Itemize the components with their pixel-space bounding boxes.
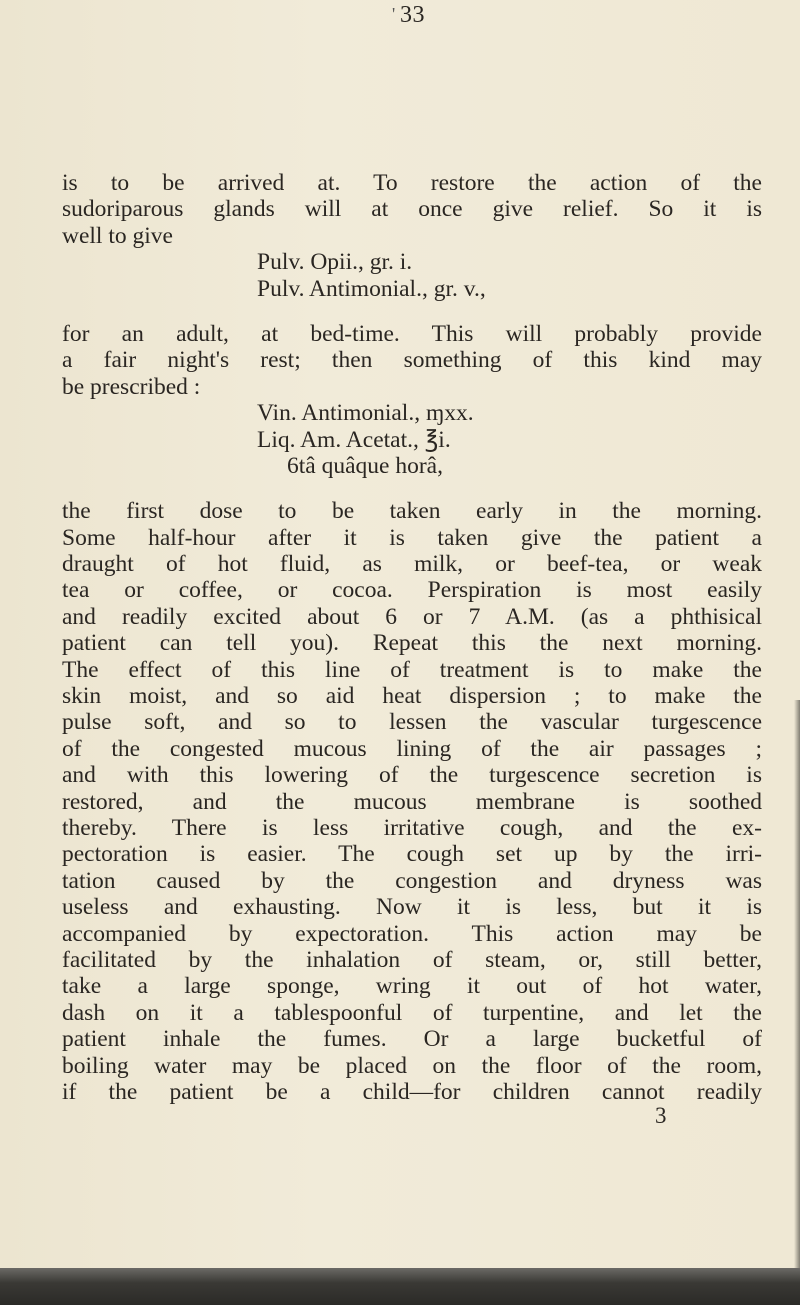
text-line: boiling water may be placed on the floor of the room, — [62, 1052, 762, 1079]
text-line: patient can tell you). Repeat this the next morning. — [62, 630, 762, 657]
prescription-line: Pulv. Opii., gr. i. — [257, 249, 413, 276]
text-line: sudoriparous glands will at once give relief. So it is — [62, 196, 762, 223]
text-line: for an adult, at bed-time. This will probably provide — [62, 320, 762, 347]
text-line: a fair night's rest; then something of this kind may — [62, 347, 762, 374]
text-line: take a large sponge, wring it out of hot water, — [62, 973, 762, 1000]
text-line: restored, and the mucous membrane is soothed — [62, 788, 762, 815]
text-line: dash on it a tablespoonful of turpentine, and let the — [62, 999, 762, 1026]
text-line: tation caused by the congestion and dryness was — [62, 867, 762, 894]
text-line: be prescribed : — [62, 373, 201, 400]
text-line: pulse soft, and so to lessen the vascular turgescence — [62, 709, 762, 736]
prescription-line: 6tâ quâque horâ, — [287, 452, 443, 479]
text-line: draught of hot fluid, as milk, or beef-tea, or weak — [62, 551, 762, 578]
text-line: and with this lowering of the turgescence secretion is — [62, 762, 762, 789]
text-line: and readily excited about 6 or 7 A.M. (as a phthisical — [62, 603, 762, 630]
text-line: is to be arrived at. To restore the action of the — [62, 170, 762, 196]
text-line: patient inhale the fumes. Or a large bucketful of — [62, 1026, 762, 1053]
text-line: thereby. There is less irritative cough, and the ex- — [62, 814, 762, 841]
text-line: useless and exhausting. Now it is less, but it is — [62, 894, 762, 921]
body-text — [62, 170, 762, 1105]
signature-mark: 3 — [655, 1103, 667, 1128]
text-line: Some half-hour after it is taken give the patient a — [62, 524, 762, 551]
prescription-line: Liq. Am. Acetat., ℥i. — [257, 426, 451, 453]
page-number: ' 33 — [392, 2, 425, 28]
text-line: skin moist, and so aid heat dispersion ; to make the — [62, 683, 762, 710]
text-line: of the congested mucous lining of the air passages ; — [62, 735, 762, 762]
prescription-line: Vin. Antimonial., ɱxx. — [257, 400, 474, 427]
bottom-edge-shadow — [0, 1268, 800, 1305]
text-line: if the patient be a child—for children cannot readily — [62, 1078, 762, 1105]
text-line: facilitated by the inhalation of steam, or, still better, — [62, 946, 762, 973]
text-line: accompanied by expectoration. This action may be — [62, 920, 762, 947]
text-line: tea or coffee, or cocoa. Perspiration is most easily — [62, 577, 762, 604]
prescription-line: Pulv. Antimonial., gr. v., — [257, 275, 486, 302]
page-edge-shadow — [794, 700, 800, 1268]
text-line: The effect of this line of treatment is to make the — [62, 656, 762, 683]
text-line: well to give — [62, 222, 173, 249]
text-line: the first dose to be taken early in the morning. — [62, 498, 762, 525]
page-mark: ' — [392, 4, 396, 24]
text-line: pectoration is easier. The cough set up by the irri- — [62, 841, 762, 868]
